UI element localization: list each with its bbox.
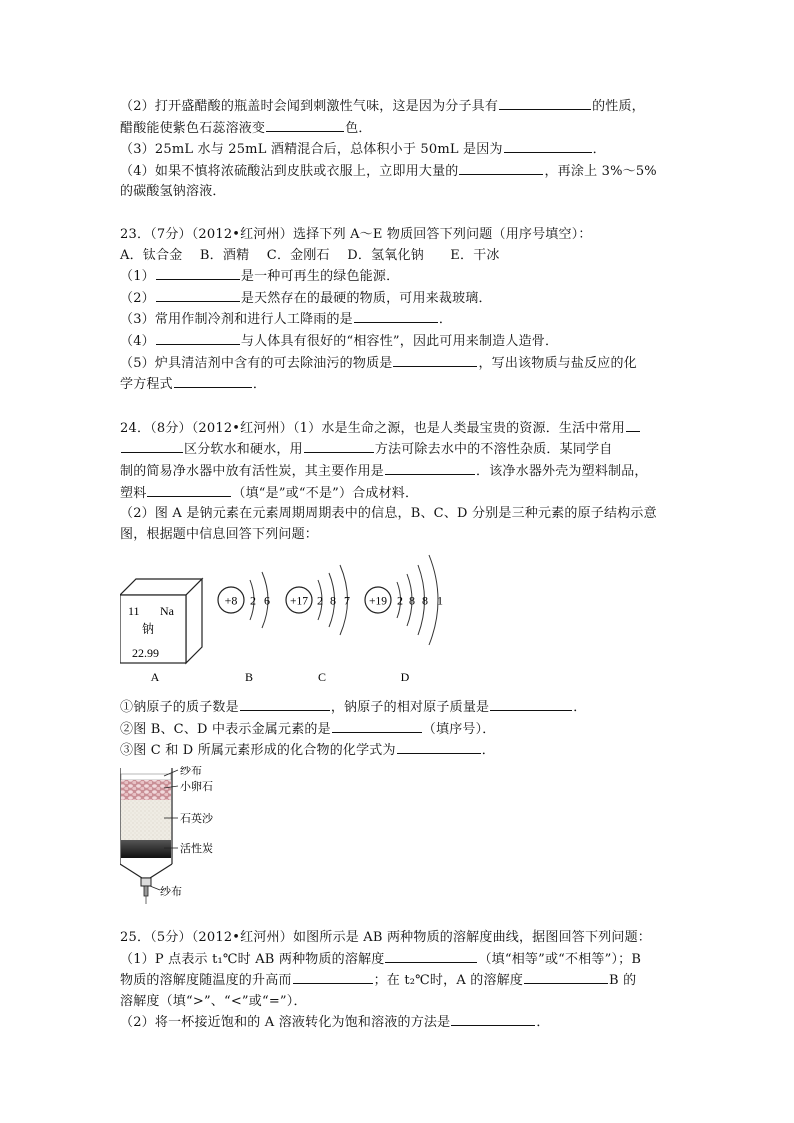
answer-blank[interactable] xyxy=(626,418,640,432)
q23-options: A．钛合金 B．酒精 C．金刚石 D．氢氧化钠 E．干冰 xyxy=(120,247,500,263)
q24-c2: ②图 B、C、D 中表示金属元素的是 （填序号）． xyxy=(120,719,680,741)
atomic-structure-figure xyxy=(120,545,680,697)
shell-electrons: 8 xyxy=(409,593,415,608)
periodic-cell-a xyxy=(120,579,202,663)
label-activated-carbon: 活性炭 xyxy=(180,843,213,856)
atom-diagram-b xyxy=(218,572,270,628)
answer-blank[interactable] xyxy=(385,949,477,963)
q23-s3: （3）常用作制冷剂和进行人工降雨的是 ． xyxy=(120,309,680,331)
q24-line4: 塑料 （填“是”或“不是”）合成材料． xyxy=(120,483,680,505)
shell-electrons: 2 xyxy=(397,593,403,608)
q25-line3: 物质的溶解度随温度的升高而 ；在 t₂℃时，A 的溶解度 B 的 xyxy=(120,970,680,992)
q22-p4-line1: （4）如果不慎将浓硫酸沾到皮肤或衣服上，立即用大量的 ，再涂上 3%～5% xyxy=(120,161,680,183)
q25-line5: （2）将一杯接近饱和的 A 溶液转化为饱和溶液的方法是 ． xyxy=(120,1012,680,1034)
answer-blank[interactable] xyxy=(524,970,608,984)
answer-blank[interactable] xyxy=(332,719,422,733)
water-filter-figure xyxy=(120,766,680,906)
answer-blank[interactable] xyxy=(174,374,252,388)
q24-c3: ③图 C 和 D 所属元素形成的化合物的化学式为 ． xyxy=(120,740,680,762)
q23-s1: （1） 是一种可再生的绿色能源． xyxy=(120,266,680,288)
shell-electrons: 2 xyxy=(317,593,323,608)
label-gauze-bottom: 纱布 xyxy=(160,886,182,899)
q25-line4: 溶解度（填“>”、“<”或“=”）． xyxy=(120,993,307,1009)
sand-layer xyxy=(121,800,171,840)
pebble-layer xyxy=(121,780,171,800)
shell-electrons: 6 xyxy=(264,593,270,608)
atom-diagram-c xyxy=(286,565,350,635)
filter-bottle xyxy=(120,768,172,904)
figure-label-d: D xyxy=(400,670,410,685)
atomic-mass: 22.99 xyxy=(132,646,159,661)
worksheet-page xyxy=(120,96,680,1034)
shell-electrons: 2 xyxy=(250,593,256,608)
nucleus-charge: +8 xyxy=(224,593,238,608)
q24-line5: （2）图 A 是钠元素在元素周期周期表中的信息，B、C、D 分别是三种元素的原子结构示意 xyxy=(120,506,657,522)
shell-electrons: 8 xyxy=(330,593,336,608)
element-name: 钠 xyxy=(142,622,155,637)
answer-blank[interactable] xyxy=(393,353,477,367)
shell-electrons: 7 xyxy=(344,593,350,608)
answer-blank[interactable] xyxy=(266,118,344,132)
q25-line1: 25．（5分）（2012•红河州）如图所示是 AB 两种物质的溶解度曲线，据图回答下列问题： xyxy=(120,930,651,946)
answer-blank[interactable] xyxy=(156,266,240,280)
q22-p2-line2: 醋酸能使紫色石蕊溶液变 色． xyxy=(120,118,680,140)
answer-blank[interactable] xyxy=(354,309,438,323)
q24-line1: 24．（8分）（2012•红河州）（1）水是生命之源，也是人类最宝贵的资源．生活中常用 xyxy=(120,418,680,440)
label-pebbles: 小卵石 xyxy=(180,781,213,794)
q23-s4: （4） 与人体具有很好的“相容性”，因此可用来制造人造骨． xyxy=(120,331,680,353)
atomic-number: 11 xyxy=(128,604,140,619)
q24-c1: ①钠原子的质子数是 ，钠原子的相对原子质量是 ． xyxy=(120,697,680,719)
q23-title: 23．（7分）（2012•红河州）选择下列 A～E 物质回答下列问题（用序号填空）： xyxy=(120,226,592,242)
answer-blank[interactable] xyxy=(304,439,374,453)
atomic-structure-svg xyxy=(120,545,680,697)
q24-line6: 图，根据题中信息回答下列问题： xyxy=(120,526,319,542)
nucleus-charge: +17 xyxy=(290,595,308,608)
q24-line3: 制的简易净水器中放有活性炭，其主要作用是 ．该净水器外壳为塑料制品， xyxy=(120,461,680,483)
q22-p3: （3）25mL 水与 25mL 酒精混合后，总体积小于 50mL 是因为 ． xyxy=(120,139,680,161)
q22-p2-line1: （2）打开盛醋酸的瓶盖时会闻到刺激性气味，这是因为分子具有 的性质， xyxy=(120,96,680,118)
answer-blank[interactable] xyxy=(490,697,572,711)
answer-blank[interactable] xyxy=(397,740,481,754)
label-gauze-top: 纱布 xyxy=(180,766,202,778)
q24-line2: 区分软水和硬水，用 方法可除去水中的不溶性杂质．某同学自 xyxy=(120,439,680,461)
figure-label-c: C xyxy=(317,670,327,685)
q23-s2: （2） 是天然存在的最硬的物质，可用来裁玻璃． xyxy=(120,288,680,310)
answer-blank[interactable] xyxy=(459,161,543,175)
answer-blank[interactable] xyxy=(121,439,183,453)
answer-blank[interactable] xyxy=(385,461,475,475)
q23-s5-line2: 学方程式 ． xyxy=(120,374,680,396)
label-quartz-sand: 石英沙 xyxy=(180,813,213,826)
gauze-top xyxy=(121,774,171,780)
shell-electrons: 8 xyxy=(422,593,428,608)
answer-blank[interactable] xyxy=(293,970,373,984)
answer-blank[interactable] xyxy=(156,288,240,302)
answer-blank[interactable] xyxy=(240,697,330,711)
element-symbol: Na xyxy=(160,604,174,619)
nucleus-charge: +19 xyxy=(369,595,387,608)
answer-blank[interactable] xyxy=(451,1012,535,1026)
q25-line2: （1）P 点表示 t₁℃时 AB 两种物质的溶解度 （填“相等”或“不相等”）；B xyxy=(120,949,680,971)
water-filter-svg xyxy=(120,766,320,906)
answer-blank[interactable] xyxy=(147,483,231,497)
figure-label-b: B xyxy=(244,670,254,685)
answer-blank[interactable] xyxy=(499,96,591,110)
atom-diagram-d xyxy=(365,555,443,645)
answer-blank[interactable] xyxy=(156,331,240,345)
answer-blank[interactable] xyxy=(504,139,592,153)
carbon-layer xyxy=(121,840,171,858)
shell-electrons: 1 xyxy=(437,593,443,608)
q23-s5-line1: （5）炉具清洁剂中含有的可去除油污的物质是 ，写出该物质与盐反应的化 xyxy=(120,353,680,375)
figure-label-a: A xyxy=(150,670,160,685)
q22-p4-line2: 的碳酸氢钠溶液． xyxy=(120,184,226,200)
